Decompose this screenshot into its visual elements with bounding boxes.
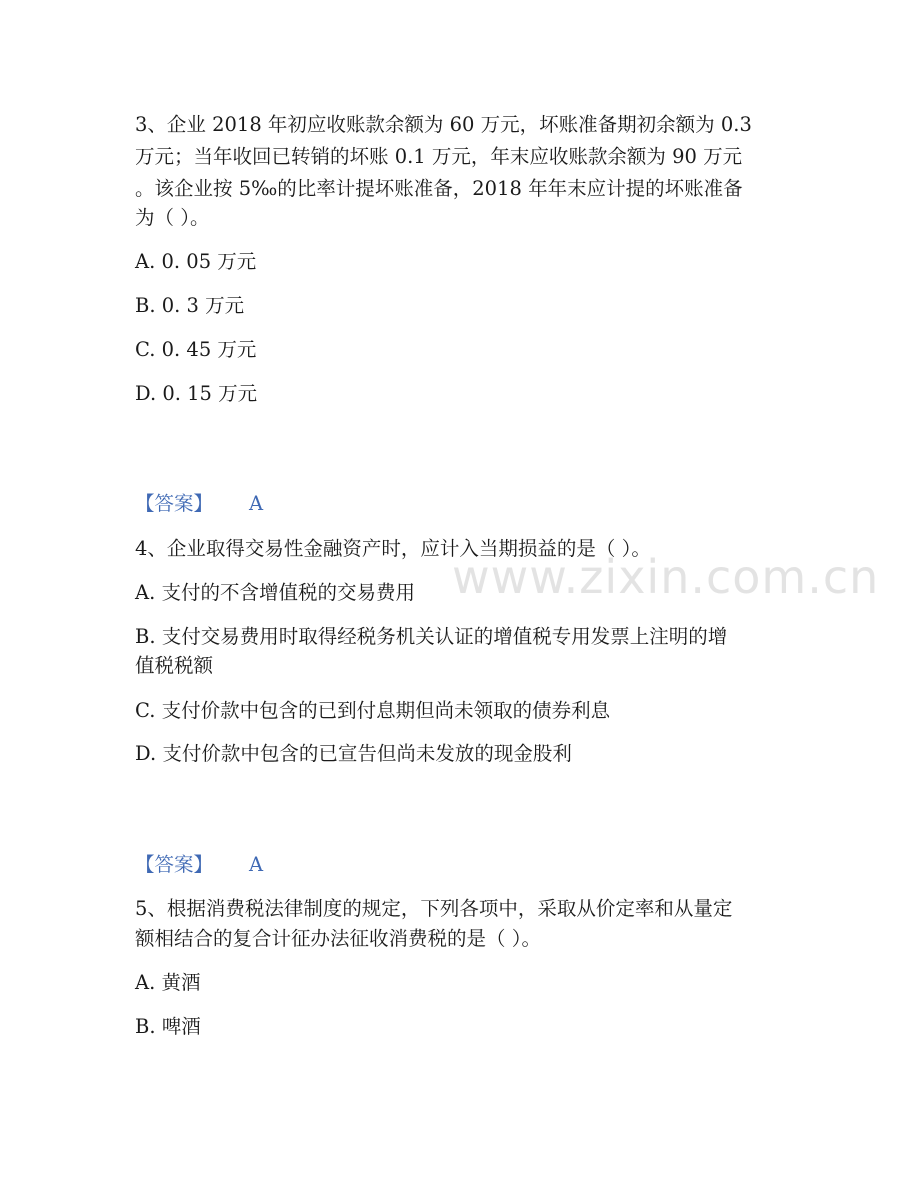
question-3-option-b: B. 0. 3 万元 [135,294,245,317]
question-5-option-a: A. 黄酒 [135,971,201,994]
question-3-option-d: D. 0. 15 万元 [135,382,258,405]
answer-label: 【答案】 [135,492,214,515]
answer-value: A [249,853,264,876]
answer-value: A [249,492,264,515]
question-4-option-b-line-1: B. 支付交易费用时取得经税务机关认证的增值税专用发票上注明的增 [135,625,728,648]
question-5-option-b: B. 啤酒 [135,1015,201,1038]
question-3-answer [135,492,263,516]
question-5-text-line-2: 额相结合的复合计征办法征收消费税的是（ ）。 [135,927,541,950]
question-5-text-line-1: 5、根据消费税法律制度的规定，下列各项中，采取从价定率和从量定 [135,897,733,920]
question-3-text-line-3: 。该企业按 5‰的比率计提坏账准备，2018 年年末应计提的坏账准备 [135,177,743,200]
question-4-answer [135,853,263,877]
question-3-text-line-1: 3、企业 2018 年初应收账款余额为 60 万元，坏账准备期初余额为 0.3 [135,113,752,136]
question-4-option-a: A. 支付的不含增值税的交易费用 [135,581,415,604]
question-4-option-c: C. 支付价款中包含的已到付息期但尚未领取的债券利息 [135,699,611,722]
answer-label: 【答案】 [135,853,214,876]
question-3-text-line-4: 为（ ）。 [135,206,210,229]
question-3-text-line-2: 万元；当年收回已转销的坏账 0.1 万元，年末应收账款余额为 90 万元 [135,145,743,168]
question-4-option-d: D. 支付价款中包含的已宣告但尚未发放的现金股利 [135,742,572,765]
question-4-option-b-line-2: 值税税额 [135,654,214,677]
question-4-text-line-1: 4、企业取得交易性金融资产时，应计入当期损益的是（ ）。 [135,537,651,560]
question-3-option-a: A. 0. 05 万元 [135,250,257,273]
watermark-text: www.zixin.com.cn [452,550,880,604]
question-3-option-c: C. 0. 45 万元 [135,338,257,361]
